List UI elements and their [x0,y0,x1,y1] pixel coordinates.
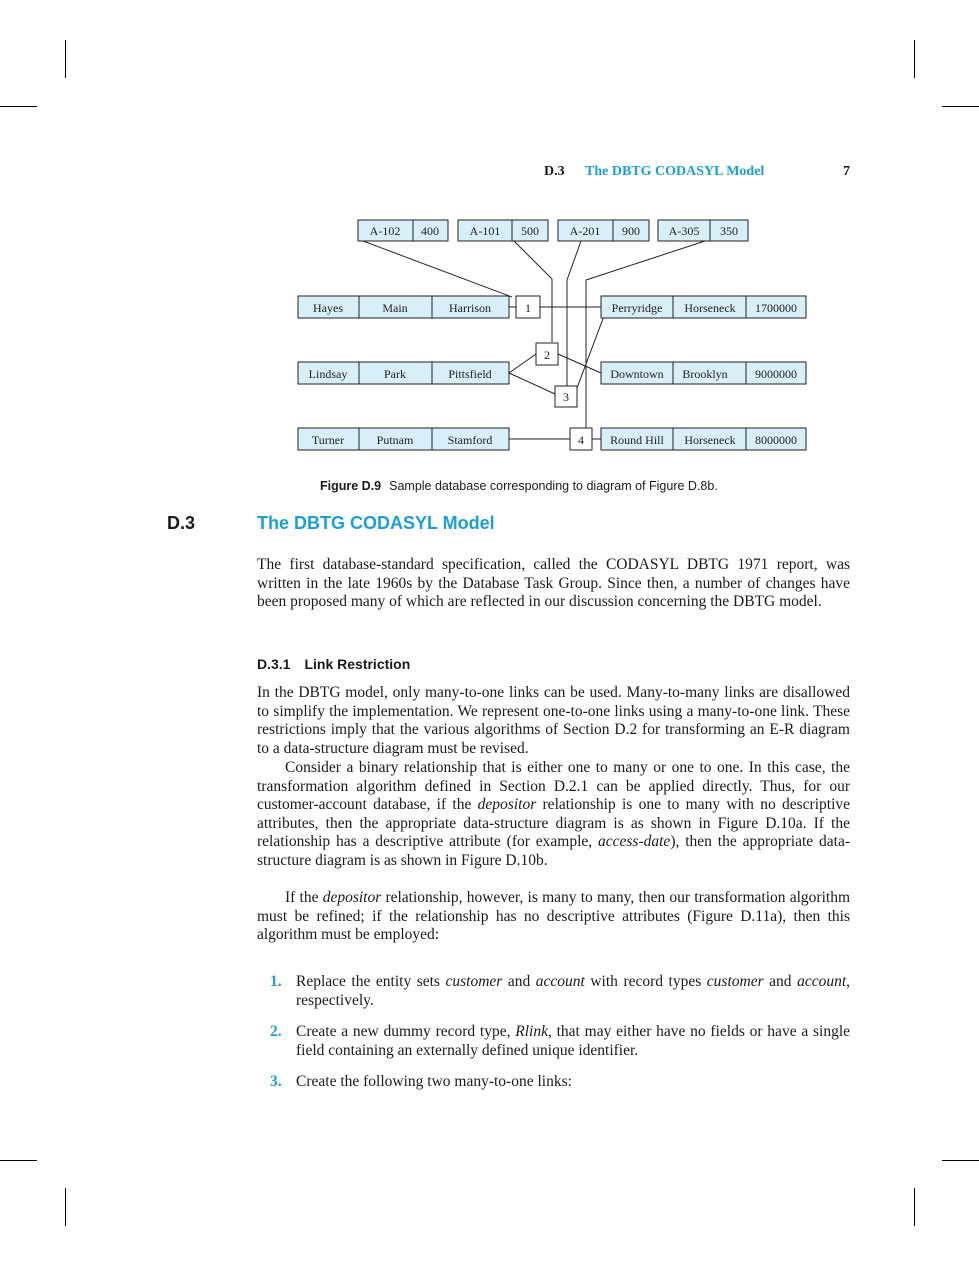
database-figure [0,0,979,470]
paragraph-text: If the [285,889,323,906]
list-text-part: with record types [584,973,707,990]
customer-record [298,362,509,384]
branch-assets: 8000000 [755,433,797,447]
account-record [558,220,649,241]
list-text-part: , that may either have no fields or have a single field containing an externally defined unique identifier. [296,1023,851,1059]
subsection-number: D.3.1 [257,656,291,672]
link-line [509,354,536,373]
emphasis: account [797,973,847,990]
section-number: D.3 [167,513,196,533]
account-balance: 400 [421,224,439,238]
link-box [555,386,577,407]
customer-street: Park [384,367,406,381]
link-label: 2 [544,348,550,362]
account-number: A-201 [569,224,601,238]
page-number: 7 [843,164,850,179]
customer-street: Putnam [376,433,414,447]
emphasis: depositor [322,889,382,906]
list-text-part: Create a new dummy record type, [296,1023,516,1040]
crop-mark [65,1188,66,1226]
paragraph-text: Consider a binary relationship that is either one to many or one to one. In this case, the transformation algorithm defined in Section D.2.1 can be applied directly. Thus, for our customer-account database, if the [257,759,850,814]
link-line [577,316,604,388]
link-line [558,354,601,373]
customer-record [298,428,509,450]
branch-record [601,428,806,450]
figure-caption [320,479,880,493]
crop-mark [0,1160,37,1161]
paragraph-text: relationship, however, is many to many, then our transformation algorithm must be refined; if the relationship has no descriptive attributes (Figure D.11a), then this algorithm must be employed: [257,889,850,944]
branch-city: Horseneck [684,433,736,447]
figure-caption-text: Sample database corresponding to diagram of Figure D.8b. [389,479,718,493]
paragraph-text: relationship is one to many with no descriptive attributes, then the appropriate data-structure diagram is as shown in Figure D.10a. If the relationship has a descriptive attribute (for example, [257,796,851,851]
link-label: 3 [563,390,569,404]
branch-name: Round Hill [610,433,664,447]
branch-record [601,296,806,318]
link-line [363,241,512,297]
link-box [570,428,592,450]
emphasis: depositor [477,796,537,814]
link-line [509,373,555,394]
crop-mark [942,1160,979,1161]
customer-name: Lindsay [308,367,348,381]
customer-name: Hayes [313,301,343,315]
intro-paragraph: The first database-standard specification, called the CODASYL DBTG 1971 report, was written in the late 1960s by the Database Task Group. Since then, a number of changes have been proposed many of which are reflected in our discussion concerning the DBTG model. [257,556,850,611]
customer-record [298,296,509,318]
customer-street: Main [382,301,408,315]
list-number: 1. [270,973,282,990]
paragraph-text: ), then the appropriate data-structure diagram is as shown in Figure D.10b. [257,833,850,869]
list-text [296,1023,850,1060]
account-record [658,220,748,241]
emphasis: customer [706,973,764,990]
emphasis: account [535,973,585,990]
account-number: A-101 [469,224,501,238]
account-balance: 350 [720,224,738,238]
body-paragraph [257,759,850,871]
list-text-part: and [763,973,798,990]
account-balance: 500 [521,224,539,238]
list-number: 3. [270,1073,282,1090]
link-box [536,343,558,365]
emphasis: customer [445,973,503,990]
list-text-part: , respectively. [296,973,851,1009]
customer-city: Stamford [447,433,493,447]
branch-name: Downtown [610,367,664,381]
branch-city: Horseneck [684,301,736,315]
account-number: A-305 [668,224,700,238]
link-line [567,241,581,280]
link-label: 4 [578,433,584,447]
customer-city: Pittsfield [448,367,492,381]
link-label: 1 [525,301,531,315]
body-paragraph [257,889,850,945]
list-number: 2. [270,1023,282,1040]
branch-assets: 9000000 [755,367,797,381]
link-line [586,241,705,280]
header-section-number: D.3 [544,164,565,179]
body-paragraph: In the DBTG model, only many-to-one links can be used. Many-to-many links are disallowed to simplify the implementation. We represent one-to-one links using a many-to-one link. These restrictions imply that the various algorithms of Section D.2 for transforming an E-R diagram to a data-structure diagram must be revised. [257,684,850,757]
customer-name: Turner [311,433,345,447]
account-record [458,220,548,241]
customer-city: Harrison [449,301,491,315]
list-text-part: and [502,973,536,990]
branch-city: Brooklyn [682,367,728,381]
branch-name: Perryridge [611,301,663,315]
link-box [516,296,540,318]
account-record [358,220,448,241]
branch-assets: 1700000 [755,301,797,315]
account-number: A-102 [369,224,401,238]
emphasis: access-date [598,833,671,851]
list-text-part: Replace the entity sets [296,973,446,990]
link-line [514,241,552,279]
list-text-part: Create the following two many-to-one links: [296,1073,572,1090]
subsection-heading [257,656,410,672]
subsection-title: Link Restriction [304,656,411,672]
branch-record [601,362,806,384]
crop-mark [914,1188,915,1226]
header-section-title: The DBTG CODASYL Model [585,164,765,179]
list-text [296,973,850,1010]
list-text [296,1073,850,1092]
section-title: The DBTG CODASYL Model [257,513,495,533]
figure-caption-label: Figure D.9 [320,479,382,493]
account-balance: 900 [622,224,640,238]
emphasis: Rlink [515,1023,548,1040]
